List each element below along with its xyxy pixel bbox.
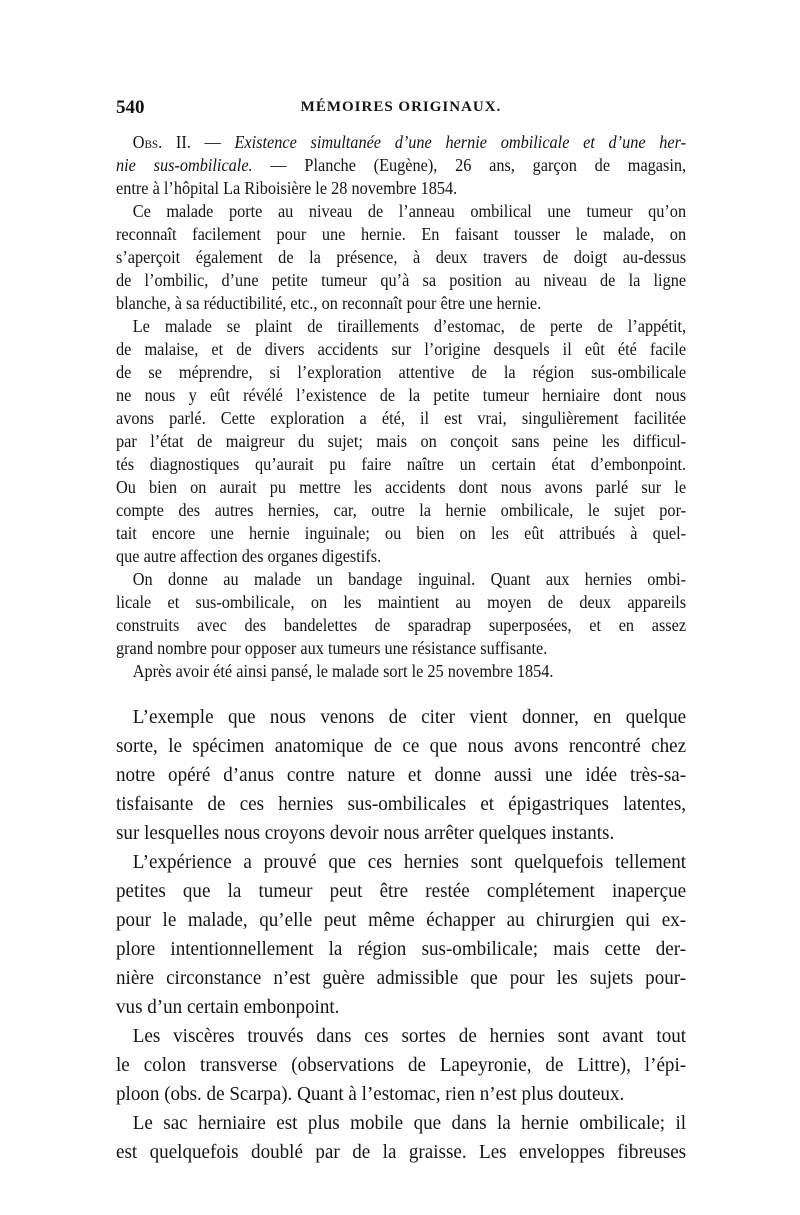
observation-line: reconnaît facilement pour une hernie. En faisant tousser le malade, on (116, 224, 687, 244)
observation-line: grand nombre pour opposer aux tumeurs une résistance suffisante. (116, 638, 548, 658)
observation-line: blanche, à sa réductibilité, etc., on reconnaît pour être une hernie. (116, 293, 542, 313)
observation-label: Obs. (132, 132, 163, 152)
observation-line: construits avec des bandelettes de sparadrap superposées, et en assez (116, 615, 687, 635)
observation-line: de se méprendre, si l’exploration attentive de la région sus-ombilicale (116, 362, 687, 382)
observation-title-line-1 (116, 130, 686, 154)
observation-line: tés diagnostiques qu’aurait pu faire naître un certain état d’embonpoint. (116, 454, 687, 474)
observation-line: Ce malade porte au niveau de l’anneau ombilical une tumeur qu’on (132, 201, 687, 221)
body-line: L’exemple que nous venons de citer vient donner, en quelque (132, 706, 687, 728)
page-number: 540 (116, 97, 145, 118)
observation-patient: — Planche (Eugène), 26 ans, garçon de magasin, (270, 155, 687, 175)
observation-dash: — (204, 132, 221, 152)
body-line: nière circonstance n’est guère admissible que pour les sujets pour- (116, 967, 687, 989)
observation-line: de l’ombilic, d’une petite tumeur qu’à sa position au niveau de la ligne (116, 270, 687, 290)
body-line: sur lesquelles nous croyons devoir nous arrêter quelques instants. (116, 822, 615, 844)
page-header (116, 97, 686, 123)
body-line: ploon (obs. de Scarpa). Quant à l’estomac, rien n’est plus douteux. (116, 1083, 625, 1105)
body-line: Les viscères trouvés dans ces sortes de hernies sont avant tout (132, 1025, 687, 1047)
body-line: notre opéré d’anus contre nature et donne aussi une idée très-sa- (116, 764, 687, 786)
body-line: plore intentionnellement la région sus-ombilicale; mais cette der- (116, 938, 687, 960)
observation-line: tait encore une hernie inguinale; ou bien on les eût attribués à quel- (116, 523, 687, 543)
observation-line: licale et sus-ombilicale, on les maintient au moyen de deux appareils (116, 592, 687, 612)
body-line: vus d’un certain embonpoint. (116, 996, 340, 1018)
body-line: pour le malade, qu’elle peut même échapper au chirurgien qui ex- (116, 909, 687, 931)
observation-number: II. (175, 132, 191, 152)
running-title: MÉMOIRES ORIGINAUX. (300, 99, 502, 115)
observation-title-end: nie sus-ombilicale. (116, 155, 253, 175)
observation-line: Après avoir été ainsi pansé, le malade sort le 25 novembre 1854. (132, 661, 554, 681)
observation-line: de malaise, et de divers accidents sur l’origine desquels il eût été facile (116, 339, 687, 359)
observation-line: avons parlé. Cette exploration a été, il est vrai, singulièrement facilitée (116, 408, 687, 428)
observation-line: entre à l’hôpital La Riboisière le 28 novembre 1854. (116, 178, 458, 198)
body-line: petites que la tumeur peut être restée complétement inaperçue (116, 880, 687, 902)
observation-line: ne nous y eût révélé l’existence de la petite tumeur herniaire dont nous (116, 385, 687, 405)
body-line: Le sac herniaire est plus mobile que dans la hernie ombilicale; il (132, 1112, 687, 1134)
observation-line: compte des autres hernies, car, outre la hernie ombilicale, le sujet por- (116, 500, 687, 520)
observation-line: que autre affection des organes digestifs. (116, 546, 382, 566)
observation-line: On donne au malade un bandage inguinal. Quant aux hernies ombi- (132, 569, 687, 589)
body-line: sorte, le spécimen anatomique de ce que nous avons rencontré chez (116, 735, 687, 757)
observation-line: Le malade se plaint de tiraillements d’estomac, de perte de l’appétit, (132, 316, 687, 336)
body-line: le colon transverse (observations de Lapeyronie, de Littre), l’épi- (116, 1054, 687, 1076)
body-line: tisfaisante de ces hernies sus-ombilicales et épigastriques latentes, (116, 793, 687, 815)
observation-title-line-2 (116, 153, 686, 177)
observation-line: Ou bien on aurait pu mettre les accidents dont nous avons parlé sur le (116, 477, 687, 497)
body-line: L’expérience a prouvé que ces hernies sont quelquefois tellement (132, 851, 687, 873)
observation-line: s’aperçoit également de la présence, à deux travers de doigt au-dessus (116, 247, 687, 267)
observation-line: par l’état de maigreur du sujet; mais on conçoit sans peine les difficul- (116, 431, 687, 451)
body-line: est quelquefois doublé par de la graisse. Les enveloppes fibreuses (116, 1141, 687, 1163)
observation-title-start: Existence simultanée d’une hernie ombilicale et d’une her- (234, 132, 687, 152)
